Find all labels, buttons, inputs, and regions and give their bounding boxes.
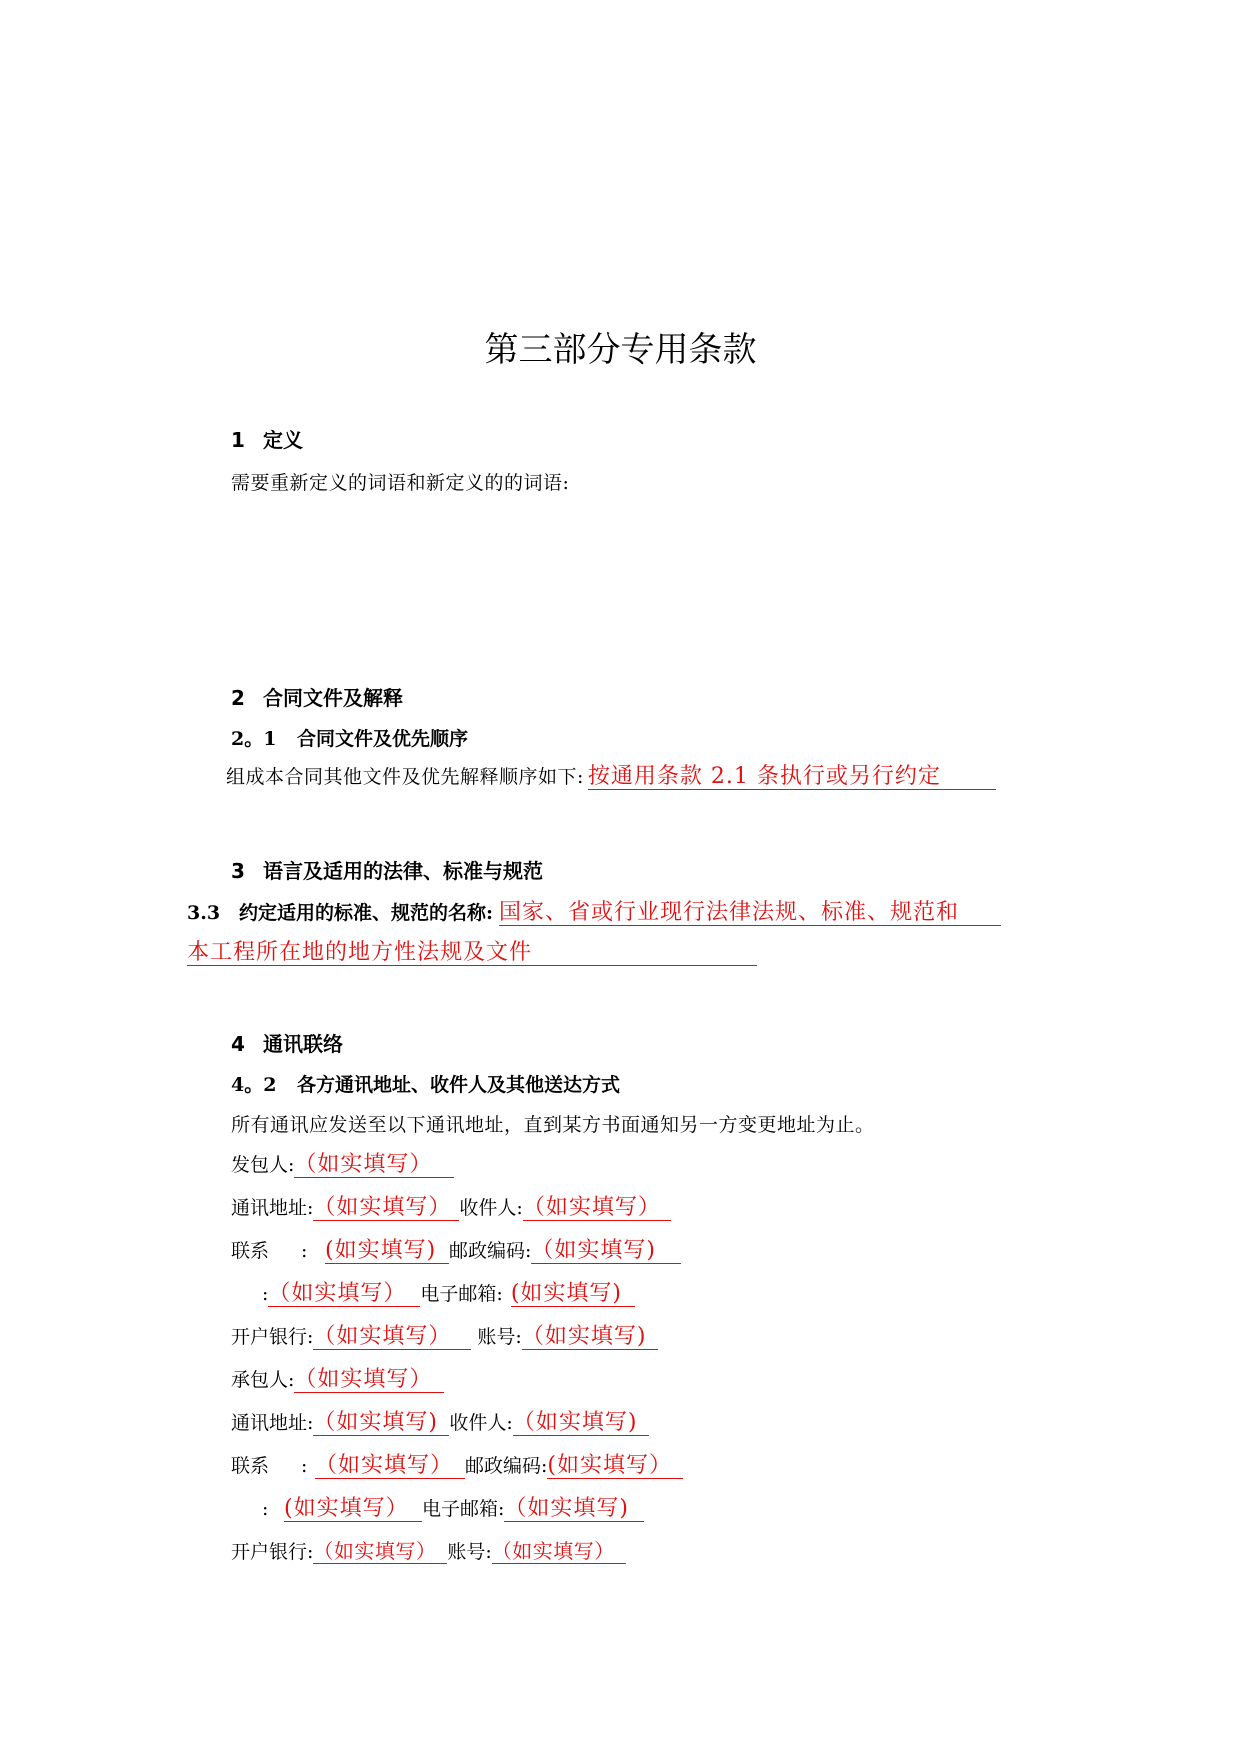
standards-field-line1[interactable]: 国家、省或行业现行法律法规、标准、规范和: [499, 900, 1001, 926]
section-2-1-number: 2。1: [231, 728, 277, 750]
employer-email-field[interactable]: (如实填写): [511, 1281, 635, 1307]
contractor-contact-label: 联系: [231, 1455, 270, 1477]
contractor-recipient-field[interactable]: （如实填写): [513, 1410, 649, 1436]
employer-email-label: 电子邮箱:: [420, 1283, 503, 1305]
contractor-address-label: 通讯地址:: [231, 1412, 314, 1434]
contractor-address-row: [231, 1408, 649, 1436]
employer-address-field[interactable]: （如实填写）: [313, 1195, 459, 1221]
contractor-address-field[interactable]: （如实填写): [313, 1410, 449, 1436]
standards-field-line2[interactable]: 本工程所在地的地方性法规及文件: [187, 940, 757, 966]
employer-postcode-field[interactable]: （如实填写): [531, 1238, 681, 1264]
section-4-2-intro: 所有通讯应发送至以下通讯地址，直到某方书面通知另一方变更地址为止。: [231, 1114, 875, 1136]
employer-account-label: 账号:: [477, 1326, 522, 1348]
employer-field[interactable]: （如实填写）: [294, 1152, 454, 1178]
section-4-2-heading: [231, 1070, 620, 1097]
section-2-heading: [231, 682, 403, 711]
employer-contact-field[interactable]: (如实填写): [325, 1238, 449, 1264]
employer-recipient-label: 收件人:: [459, 1197, 523, 1219]
section-1-heading: [231, 424, 303, 453]
contractor-postcode-field[interactable]: (如实填写）: [547, 1453, 683, 1479]
contractor-fax-colon: :: [262, 1498, 269, 1520]
contractor-email-label: 电子邮箱:: [422, 1498, 505, 1520]
contractor-account-field[interactable]: （如实填写）: [492, 1540, 626, 1564]
contractor-fax-field[interactable]: (如实填写）: [284, 1496, 422, 1522]
section-4-title: 通讯联络: [263, 1032, 343, 1056]
employer-account-field[interactable]: （如实填写): [522, 1324, 658, 1350]
section-4-2-number: 4。2: [231, 1074, 277, 1096]
section-1-text: 需要重新定义的词语和新定义的的词语:: [231, 472, 570, 494]
section-4-2-title: 各方通讯地址、收件人及其他送达方式: [297, 1074, 621, 1096]
contractor-bank-field[interactable]: （如实填写）: [313, 1540, 447, 1564]
employer-recipient-field[interactable]: （如实填写）: [523, 1195, 671, 1221]
section-3-3-line: [187, 898, 1001, 926]
employer-address-label: 通讯地址:: [231, 1197, 314, 1219]
section-4-heading: [231, 1028, 343, 1057]
section-2-1-title: 合同文件及优先顺序: [297, 728, 469, 750]
contractor-bank-label: 开户银行:: [231, 1541, 314, 1563]
section-3-title: 语言及适用的法律、标准与规范: [263, 859, 543, 883]
employer-label: 发包人:: [231, 1154, 295, 1176]
contractor-account-label: 账号:: [447, 1541, 492, 1563]
contractor-email-field[interactable]: （如实填写): [504, 1496, 644, 1522]
section-2-title: 合同文件及解释: [263, 686, 403, 710]
section-2-1-line: [226, 762, 996, 790]
section-2-1-heading: [231, 724, 468, 751]
employer-contact-colon: :: [301, 1240, 308, 1262]
employer-bank-field[interactable]: （如实填写）: [313, 1324, 471, 1350]
contractor-fax-row: [262, 1494, 644, 1522]
section-1-number: 1: [231, 428, 245, 452]
section-3-number: 3: [231, 859, 245, 883]
employer-contact-row: [231, 1236, 681, 1264]
section-3-heading: [231, 855, 543, 884]
employer-bank-row: [231, 1322, 658, 1350]
employer-fax-field[interactable]: （如实填写）: [268, 1281, 420, 1307]
section-3-3-number: 3.3: [187, 902, 221, 924]
employer-bank-label: 开户银行:: [231, 1326, 314, 1348]
section-4-number: 4: [231, 1032, 245, 1056]
section-2-number: 2: [231, 686, 245, 710]
employer-fax-colon: :: [262, 1283, 269, 1305]
document-order-field[interactable]: 按通用条款 2.1 条执行或另行约定: [588, 764, 996, 790]
contractor-contact-colon: :: [301, 1455, 308, 1477]
employer-row: [231, 1150, 454, 1178]
contractor-field[interactable]: （如实填写）: [294, 1367, 444, 1393]
section-2-1-text: 组成本合同其他文件及优先解释顺序如下:: [226, 766, 584, 788]
contractor-contact-field[interactable]: （如实填写）: [315, 1453, 465, 1479]
employer-address-row: [231, 1193, 671, 1221]
employer-contact-label: 联系: [231, 1240, 270, 1262]
employer-fax-row: [262, 1279, 635, 1307]
contractor-label: 承包人:: [231, 1369, 295, 1391]
contractor-contact-row: [231, 1451, 683, 1479]
section-3-3-line2: [187, 940, 757, 966]
section-1-title: 定义: [263, 428, 303, 452]
page-title: 第三部分专用条款: [484, 330, 757, 370]
contractor-row: [231, 1365, 444, 1393]
contractor-postcode-label: 邮政编码:: [465, 1455, 548, 1477]
contractor-bank-row: [231, 1537, 626, 1564]
section-3-3-title: 约定适用的标准、规范的名称:: [239, 902, 494, 924]
contractor-recipient-label: 收件人:: [449, 1412, 513, 1434]
employer-postcode-label: 邮政编码:: [449, 1240, 532, 1262]
